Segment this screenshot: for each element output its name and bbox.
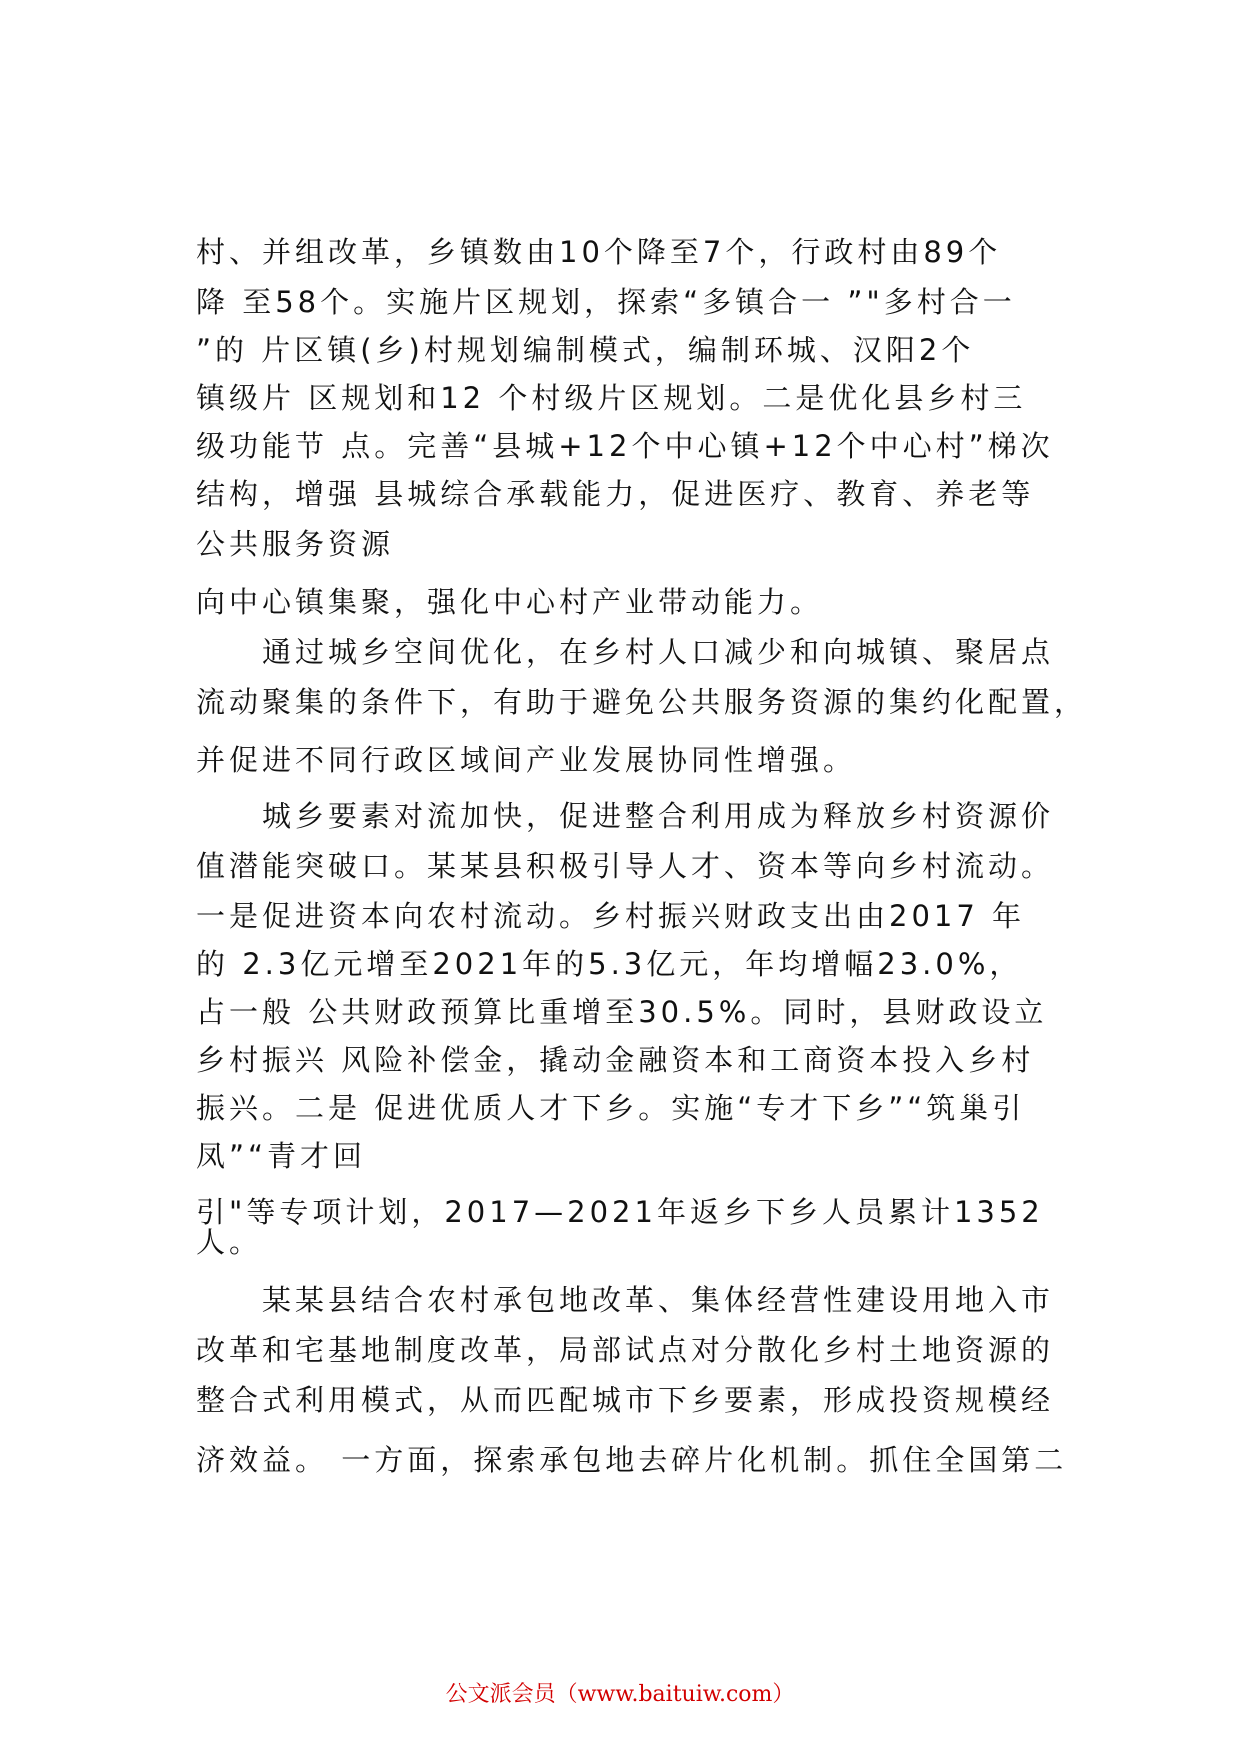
footer-watermark-text: 公文派会员（www.baituiw.com） — [445, 1682, 795, 1707]
paragraph-first-line: 城乡要素对流加快，促进整合利用成为释放乡村资源价 — [262, 799, 1055, 833]
body-text-line: 级功能节 点。完善“县城+12个中心镇+12个中心村”梯次 — [196, 429, 1054, 463]
body-text-line: 流动聚集的条件下，有助于避免公共服务资源的集约化配置， — [196, 685, 1088, 719]
body-text-line: 整合式利用模式，从而匹配城市下乡要素，形成投资规模经 — [196, 1383, 1055, 1417]
body-text-line: 结构，增强 县城综合承载能力，促进医疗、教育、养老等 — [196, 477, 1035, 511]
body-text-line: 镇级片 区规划和12 个村级片区规划。二是优化县乡村三 — [196, 381, 1027, 415]
body-text-line: 并促进不同行政区域间产业发展协同性增强。 — [196, 743, 857, 777]
paragraph-first-line: 通过城乡空间优化，在乡村人口减少和向城镇、聚居点 — [262, 635, 1055, 669]
body-text-line: 乡村振兴 风险补偿金，撬动金融资本和工商资本投入乡村 — [196, 1043, 1035, 1077]
body-text-line: 向中心镇集聚，强化中心村产业带动能力。 — [196, 585, 824, 619]
body-text-line: 公共服务资源 — [196, 527, 395, 561]
body-text-line: 凤”“青才回 — [196, 1139, 367, 1173]
paragraph-first-line: 某某县结合农村承包地改革、集体经营性建设用地入市 — [262, 1283, 1055, 1317]
body-text-line: 的 2.3亿元增至2021年的5.3亿元，年均增幅23.0%， — [196, 947, 1023, 981]
body-text-line: 值潜能突破口。某某县积极引导人才、资本等向乡村流动。 — [196, 849, 1055, 883]
body-text-line: 村、并组改革，乡镇数由10个降至7个，行政村由89个 — [196, 235, 1002, 269]
body-text-line: 济效益。 一方面，探索承包地去碎片化机制。抓住全国第二 — [196, 1443, 1068, 1477]
body-text-line: 占一般 公共财政预算比重增至30.5%。同时，县财政设立 — [196, 995, 1048, 1029]
body-text-line: 振兴。二是 促进优质人才下乡。实施“专才下乡”“筑巢引 — [196, 1091, 1026, 1125]
body-text-line: 人。 — [196, 1225, 263, 1259]
body-text-line: ”的 片区镇(乡)村规划编制模式，编制环城、汉阳2个 — [196, 333, 975, 367]
body-text-line: 一是促进资本向农村流动。乡村振兴财政支出由2017 年 — [196, 899, 1026, 933]
body-text-line: 引"等专项计划，2017—2021年返乡下乡人员累计1352 — [196, 1195, 1044, 1229]
body-text-line: 改革和宅基地制度改革，局部试点对分散化乡村土地资源的 — [196, 1333, 1055, 1367]
body-text-line: 降 至58个。实施片区规划，探索“多镇合一 ”"多村合一 — [196, 285, 1016, 319]
